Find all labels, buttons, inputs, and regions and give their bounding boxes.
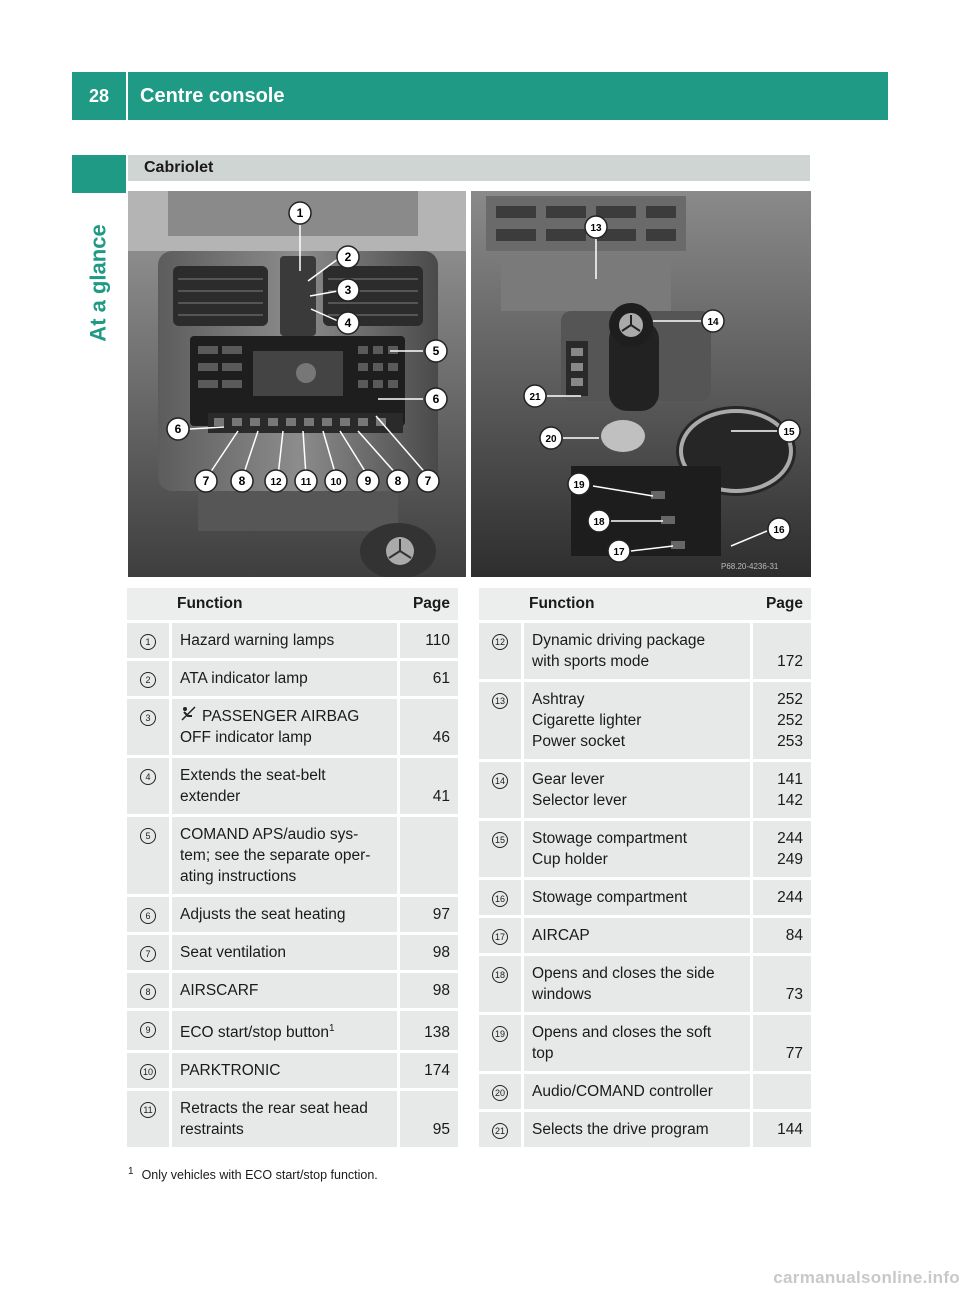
- item-function: [169, 1008, 400, 1050]
- item-number-badge: 14: [492, 773, 508, 789]
- function-label: Cup holder: [532, 851, 608, 868]
- function-label: Extends the seat-belt: [180, 767, 326, 784]
- svg-text:11: 11: [300, 477, 312, 488]
- item-page: [400, 658, 458, 696]
- header-function: Function: [521, 588, 753, 620]
- item-function: [169, 970, 400, 1008]
- callout-21: [524, 385, 546, 407]
- callout-11: [295, 470, 317, 492]
- page-ref: 144: [777, 1121, 803, 1138]
- item-number-badge: 10: [140, 1064, 156, 1080]
- function-label: Dynamic driving package: [532, 632, 706, 649]
- function-text: [532, 1022, 742, 1043]
- footnote: [128, 1166, 378, 1182]
- function-label: Seat ventilation: [180, 944, 286, 961]
- svg-text:5: 5: [432, 344, 440, 358]
- item-number: [479, 915, 521, 953]
- function-text: [532, 1119, 742, 1140]
- header-num-col: [479, 588, 521, 620]
- item-number-badge: 2: [140, 672, 156, 688]
- airbag-off-icon: [180, 706, 196, 727]
- function-label: ECO start/stop button: [180, 1024, 330, 1042]
- function-label: Selects the drive program: [532, 1121, 709, 1138]
- item-function: [169, 620, 400, 658]
- function-text: [532, 849, 742, 870]
- item-page: [753, 953, 811, 1012]
- item-number: [127, 696, 169, 755]
- function-label: PARKTRONIC: [180, 1062, 281, 1080]
- function-label: Retracts the rear seat head: [180, 1100, 368, 1118]
- svg-text:19: 19: [573, 480, 585, 491]
- callout-12: [265, 470, 287, 492]
- item-number-badge: 16: [492, 891, 508, 907]
- function-label: Cigarette lighter: [532, 712, 642, 729]
- item-number: [127, 620, 169, 658]
- item-number-badge: 12: [492, 634, 508, 650]
- function-text: [180, 980, 389, 1001]
- table-row: [127, 1050, 458, 1088]
- item-function: [521, 1071, 753, 1109]
- function-text: [180, 904, 389, 925]
- callout-5: [425, 340, 447, 362]
- page-ref: 46: [432, 729, 450, 746]
- svg-text:7: 7: [424, 474, 432, 488]
- table-row: [479, 877, 811, 915]
- item-function: [169, 755, 400, 814]
- svg-text:12: 12: [270, 477, 282, 488]
- svg-text:3: 3: [344, 283, 352, 297]
- item-number-badge: 20: [492, 1085, 508, 1101]
- svg-text:9: 9: [364, 474, 372, 488]
- svg-text:13: 13: [590, 223, 602, 234]
- function-label: tem; see the separate oper-: [180, 847, 371, 864]
- item-number: [127, 970, 169, 1008]
- svg-text:20: 20: [545, 434, 557, 445]
- table-row: [127, 932, 458, 970]
- svg-text:2: 2: [344, 250, 352, 264]
- callout-2: [337, 246, 359, 268]
- svg-text:6: 6: [432, 392, 440, 406]
- footnote-ref: 1: [329, 1023, 335, 1034]
- callout-6-left: [167, 418, 189, 440]
- item-number-badge: 1: [140, 634, 156, 650]
- callout-15: [778, 420, 800, 442]
- item-number: [479, 679, 521, 759]
- item-number-badge: 21: [492, 1123, 508, 1139]
- header-function: Function: [169, 588, 400, 620]
- table-row: [127, 894, 458, 932]
- function-text: [180, 1098, 389, 1119]
- item-page: [400, 1088, 458, 1147]
- item-function: [169, 814, 400, 894]
- function-label: Opens and closes the soft: [532, 1024, 712, 1041]
- item-number-badge: 6: [140, 908, 156, 924]
- item-page: [400, 1008, 458, 1050]
- item-page: [753, 620, 811, 679]
- item-number: [127, 1008, 169, 1050]
- chapter-title: Centre console: [128, 72, 888, 120]
- function-label: Power socket: [532, 733, 626, 750]
- callout-3: [337, 279, 359, 301]
- item-number: [127, 814, 169, 894]
- side-tab-marker: [72, 155, 126, 193]
- page-ref: 77: [785, 1045, 803, 1062]
- item-page: [400, 696, 458, 755]
- function-label: extender: [180, 788, 241, 805]
- item-function: [169, 932, 400, 970]
- function-label: Selector lever: [532, 792, 627, 809]
- page-ref: 95: [432, 1121, 450, 1139]
- callout-17: [608, 540, 630, 562]
- page-ref: 249: [777, 851, 803, 868]
- page-ref: 138: [424, 1024, 450, 1042]
- function-label: OFF indicator lamp: [180, 729, 312, 746]
- callout-1: [289, 202, 311, 224]
- item-number: [127, 932, 169, 970]
- item-page: [753, 1071, 811, 1109]
- table-row: [127, 620, 458, 658]
- callout-8-left: [231, 470, 253, 492]
- svg-text:8: 8: [238, 474, 246, 488]
- page-ref: 244: [777, 830, 803, 847]
- item-page: [753, 1109, 811, 1147]
- function-text: [180, 942, 389, 963]
- item-number: [479, 1012, 521, 1071]
- function-label: AIRCAP: [532, 927, 590, 944]
- footnote-mark: 1: [128, 1166, 134, 1177]
- svg-text:15: 15: [783, 427, 795, 438]
- page-ref: 172: [777, 653, 803, 670]
- page-ref: 244: [777, 889, 803, 906]
- page-ref: 98: [432, 944, 450, 961]
- page-ref: 84: [785, 927, 803, 944]
- function-label: Adjusts the seat heating: [180, 906, 346, 923]
- function-text: [532, 651, 742, 672]
- item-function: [169, 696, 400, 755]
- table-header-row: [127, 588, 458, 620]
- table-row: [479, 759, 811, 818]
- item-number: [479, 620, 521, 679]
- function-text: [532, 887, 742, 908]
- svg-text:7: 7: [202, 474, 210, 488]
- item-function: [521, 818, 753, 877]
- side-label-text: At a glance: [86, 224, 111, 342]
- item-number: [479, 877, 521, 915]
- table-header-row: [479, 588, 811, 620]
- function-label: AIRSCARF: [180, 982, 259, 999]
- item-number: [479, 759, 521, 818]
- item-number-badge: 17: [492, 929, 508, 945]
- svg-text:17: 17: [613, 547, 625, 558]
- table-row: [479, 1071, 811, 1109]
- function-label: Stowage compartment: [532, 889, 688, 906]
- item-number: [127, 1088, 169, 1147]
- page-ref: 252: [777, 712, 803, 729]
- table-row: [479, 1109, 811, 1147]
- item-number-badge: 4: [140, 769, 156, 785]
- function-label: PASSENGER AIRBAG: [202, 708, 360, 725]
- svg-text:1: 1: [296, 206, 304, 220]
- function-text: [532, 1081, 742, 1102]
- svg-text:21: 21: [529, 392, 541, 403]
- watermark: carmanualsonline.info: [773, 1268, 960, 1287]
- dashboard-illustration: [128, 191, 466, 577]
- page-ref: 41: [432, 788, 450, 805]
- function-label: ATA indicator lamp: [180, 670, 308, 687]
- item-function: [521, 759, 753, 818]
- item-function: [521, 953, 753, 1012]
- section-title: Cabriolet: [128, 155, 810, 181]
- item-page: [400, 755, 458, 814]
- function-text: [180, 786, 389, 807]
- header-page: Page: [753, 588, 811, 620]
- item-number-badge: 15: [492, 832, 508, 848]
- function-text: [180, 668, 389, 689]
- table-row: [479, 1012, 811, 1071]
- function-text: [532, 731, 742, 752]
- table-row: [127, 1088, 458, 1147]
- dashboard-photo: [128, 191, 466, 577]
- svg-text:4: 4: [344, 316, 352, 330]
- function-text: [532, 689, 742, 710]
- item-number-badge: 13: [492, 693, 508, 709]
- page-ref: 174: [424, 1062, 450, 1080]
- table-row: [127, 1008, 458, 1050]
- table-row: [127, 970, 458, 1008]
- function-label: Hazard warning lamps: [180, 632, 335, 649]
- console-illustration: [471, 191, 811, 577]
- callout-7-right: [417, 470, 439, 492]
- callout-19: [568, 473, 590, 495]
- page-ref: 61: [432, 670, 450, 687]
- item-page: [753, 818, 811, 877]
- callout-6-right: [425, 388, 447, 410]
- function-label: restraints: [180, 1121, 244, 1139]
- function-label: COMAND APS/audio sys-: [180, 826, 359, 843]
- item-page: [400, 814, 458, 894]
- function-text: [180, 706, 389, 727]
- function-text: [532, 925, 742, 946]
- callout-4: [337, 312, 359, 334]
- function-text: [180, 1119, 389, 1140]
- item-page: [753, 679, 811, 759]
- page-ref: 252: [777, 691, 803, 708]
- table-row: [479, 953, 811, 1012]
- svg-text:6: 6: [174, 422, 182, 436]
- svg-text:14: 14: [707, 317, 719, 328]
- function-label: Opens and closes the side: [532, 965, 715, 982]
- page-ref: 141: [777, 771, 803, 788]
- callout-13: [585, 216, 607, 238]
- function-table-left: [127, 588, 458, 1147]
- function-text: [180, 866, 389, 887]
- function-text: [532, 630, 742, 651]
- function-label: with sports mode: [532, 653, 650, 670]
- function-label: Audio/COMAND controller: [532, 1083, 713, 1100]
- table-row: [127, 658, 458, 696]
- item-number: [127, 894, 169, 932]
- page-ref: 98: [432, 982, 450, 999]
- item-number: [127, 1050, 169, 1088]
- function-text: [180, 630, 389, 651]
- item-function: [521, 877, 753, 915]
- item-function: [521, 679, 753, 759]
- table-row: [479, 915, 811, 953]
- table-row: [127, 696, 458, 755]
- function-text: [532, 963, 742, 984]
- item-number-badge: 8: [140, 984, 156, 1000]
- item-page: [753, 1012, 811, 1071]
- page-ref: 110: [425, 632, 450, 649]
- item-number: [479, 953, 521, 1012]
- function-text: [532, 984, 742, 1005]
- item-number: [479, 818, 521, 877]
- svg-text:10: 10: [330, 477, 342, 488]
- callout-8-right: [387, 470, 409, 492]
- item-function: [169, 1088, 400, 1147]
- table-row: [127, 755, 458, 814]
- function-label: windows: [532, 986, 592, 1003]
- header-page: Page: [400, 588, 458, 620]
- table-row: [127, 814, 458, 894]
- item-page: [400, 620, 458, 658]
- function-text: [180, 1018, 389, 1043]
- item-function: [521, 1109, 753, 1147]
- table-row: [479, 818, 811, 877]
- callout-7-left: [195, 470, 217, 492]
- item-function: [169, 658, 400, 696]
- console-photo: [471, 191, 811, 577]
- callout-10: [325, 470, 347, 492]
- item-page: [400, 932, 458, 970]
- svg-text:8: 8: [394, 474, 402, 488]
- page-ref: 142: [777, 792, 803, 809]
- item-number-badge: 7: [140, 946, 156, 962]
- svg-text:18: 18: [593, 517, 605, 528]
- item-function: [169, 894, 400, 932]
- function-label: Stowage compartment: [532, 830, 688, 847]
- callout-18: [588, 510, 610, 532]
- function-label: top: [532, 1045, 554, 1062]
- item-function: [521, 620, 753, 679]
- item-number-badge: 19: [492, 1026, 508, 1042]
- function-text: [180, 845, 389, 866]
- function-text: [180, 824, 389, 845]
- function-table-right: [479, 588, 811, 1147]
- function-text: [180, 765, 389, 786]
- side-label: [72, 198, 126, 368]
- function-text: [532, 1043, 742, 1064]
- svg-text:16: 16: [773, 525, 785, 536]
- item-page: [400, 970, 458, 1008]
- callout-14: [702, 310, 724, 332]
- function-label: ating instructions: [180, 868, 297, 885]
- callout-16: [768, 518, 790, 540]
- function-text: [180, 1060, 389, 1081]
- table-row: [479, 620, 811, 679]
- page-ref: 253: [777, 733, 803, 750]
- item-number: [479, 1071, 521, 1109]
- function-text: [532, 710, 742, 731]
- item-number-badge: 18: [492, 967, 508, 983]
- item-number-badge: 11: [140, 1102, 156, 1118]
- item-number: [127, 658, 169, 696]
- function-text: [532, 769, 742, 790]
- item-page: [753, 759, 811, 818]
- page-number: 28: [72, 72, 126, 120]
- item-number-badge: 3: [140, 710, 156, 726]
- item-page: [400, 894, 458, 932]
- item-function: [169, 1050, 400, 1088]
- header-num-col: [127, 588, 169, 620]
- callout-9: [357, 470, 379, 492]
- function-text: [180, 727, 389, 748]
- page-ref: 73: [785, 986, 803, 1003]
- item-page: [400, 1050, 458, 1088]
- image-code: P68.20-4236-31: [721, 562, 779, 571]
- callout-20: [540, 427, 562, 449]
- function-label: Gear lever: [532, 771, 605, 788]
- item-number-badge: 9: [140, 1022, 156, 1038]
- page-ref: 97: [432, 906, 450, 923]
- item-number: [479, 1109, 521, 1147]
- item-page: [753, 877, 811, 915]
- item-page: [753, 915, 811, 953]
- item-function: [521, 915, 753, 953]
- table-row: [479, 679, 811, 759]
- item-function: [521, 1012, 753, 1071]
- function-text: [532, 790, 742, 811]
- footnote-text: Only vehicles with ECO start/stop function.: [141, 1168, 378, 1183]
- function-label: Ashtray: [532, 691, 585, 708]
- item-number: [127, 755, 169, 814]
- item-number-badge: 5: [140, 828, 156, 844]
- function-text: [532, 828, 742, 849]
